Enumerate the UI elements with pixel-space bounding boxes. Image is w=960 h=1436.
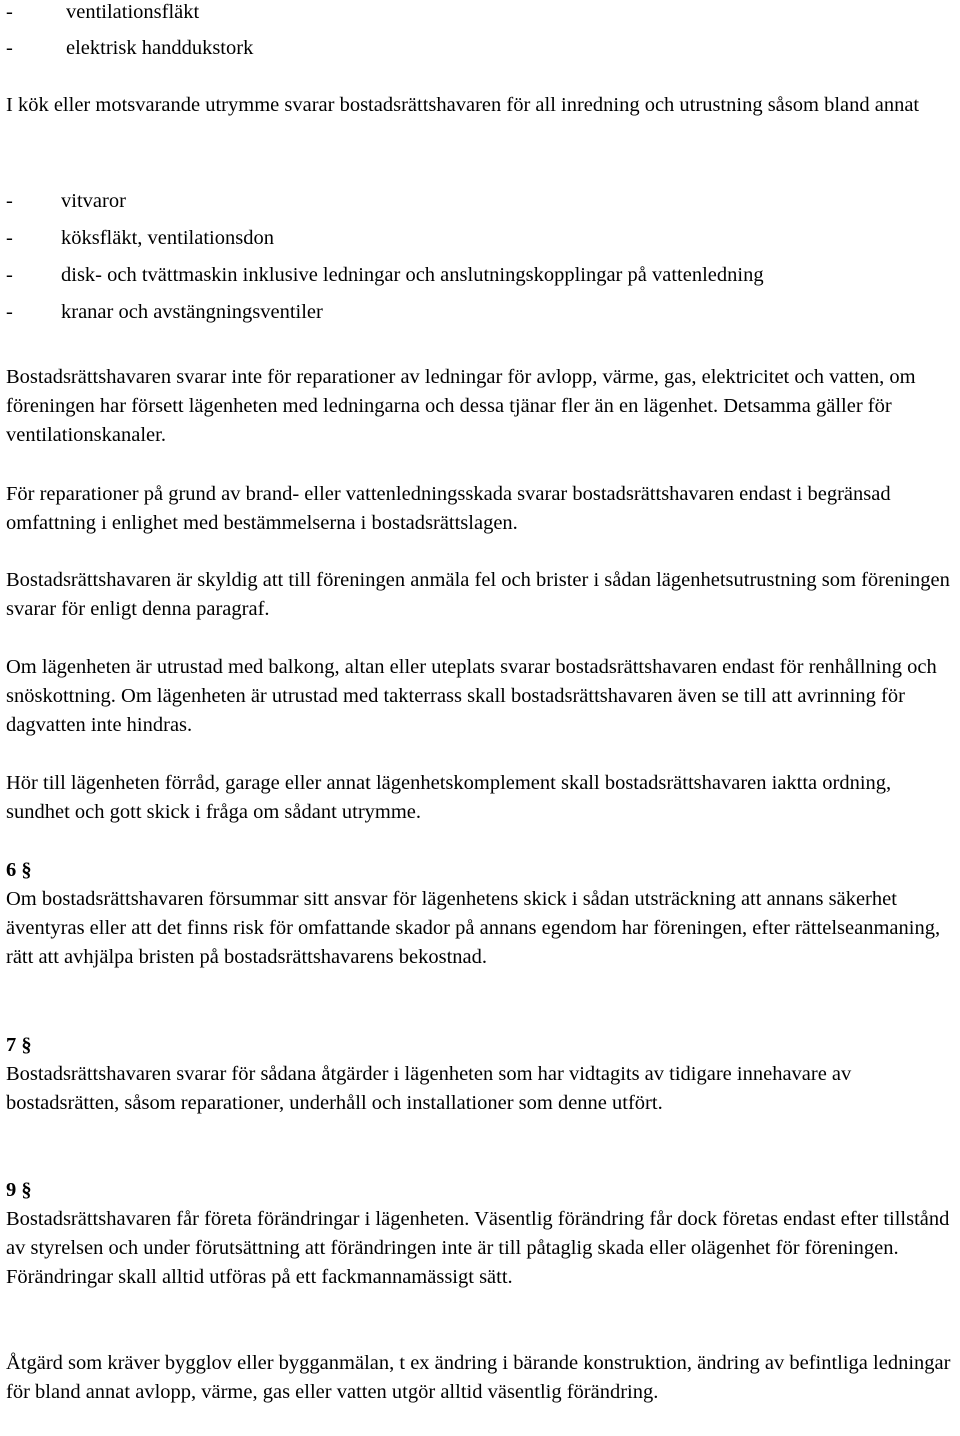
paragraph-ledningar: Bostadsrättshavaren svarar inte för reparationer av ledningar för avlopp, värme, gas, elektricitet och vatten, om föreningen har försett lägenheten med ledningarna och dessa tjänar fler än en lägenhet. Detsamma gäller för ventilationskanaler.: [6, 366, 916, 446]
list-item: [6, 0, 956, 27]
section-heading-6: 6 §: [6, 859, 32, 881]
list-item: [6, 187, 956, 216]
list-item-text: kranar och avstängningsventiler: [61, 301, 323, 323]
list-dash: -: [6, 190, 13, 212]
list-dash: -: [6, 264, 13, 286]
paragraph-balkong: Om lägenheten är utrustad med balkong, altan eller uteplats svarar bostadsrättshavaren endast för renhållning och snöskottning. Om lägenheten är utrustad med takterrass skall bostadsrättshavaren även se till att avrinning för dagvatten inte hindras.: [6, 656, 937, 736]
list-item-text: vitvaror: [61, 190, 126, 212]
paragraph-forrad: Hör till lägenheten förråd, garage eller annat lägenhetskomplement skall bostadsrättshavaren iaktta ordning, sundhet och gott skick i fråga om sådant utrymme.: [6, 772, 892, 823]
paragraph-kitchen-intro: I kök eller motsvarande utrymme svarar bostadsrättshavaren för all inredning och utrustning såsom bland annat: [6, 94, 920, 116]
section-9-text: Bostadsrättshavaren får företa förändringar i lägenheten. Väsentlig förändring får dock företas endast efter tillstånd av styrelsen och under förutsättning att förändringen inte är till påtaglig skada eller olägenhet för föreningen. Förändringar skall alltid utföras på ett fackmannamässigt sätt.: [6, 1208, 950, 1288]
paragraph-brand: För reparationer på grund av brand- eller vattenledningsskada svarar bostadsrättshavaren endast i begränsad omfattning i enlighet med bestämmelserna i bostadsrättslagen.: [6, 483, 891, 534]
section-6-text: Om bostadsrättshavaren försummar sitt ansvar för lägenhetens skick i sådan utsträckning att annans säkerhet äventyras eller att det finns risk för omfattande skador på annans egendom har föreningen, efter rättelseanmaning, rätt att avhjälpa bristen på bostadsrättshavarens bekostnad.: [6, 888, 941, 968]
list-dash: -: [6, 301, 13, 323]
list-dash: -: [6, 227, 13, 249]
section-heading-7: 7 §: [6, 1034, 32, 1056]
list-item: [6, 224, 956, 253]
list-item-text: ventilationsfläkt: [66, 1, 200, 23]
list-item: [6, 298, 956, 327]
section-9-text-2: Åtgärd som kräver bygglov eller bygganmälan, t ex ändring i bärande konstruktion, ändring av befintliga ledningar för bland annat avlopp, värme, gas eller vatten utgör alltid väsentlig förändring.: [6, 1352, 951, 1403]
list-item: [6, 34, 956, 63]
section-heading-9: 9 §: [6, 1179, 32, 1201]
list-item: [6, 261, 956, 290]
paragraph-anmala: Bostadsrättshavaren är skyldig att till föreningen anmäla fel och brister i sådan lägenhetsutrustning som föreningen svarar för enligt denna paragraf.: [6, 569, 950, 620]
list-item-text: elektrisk handdukstork: [66, 37, 254, 59]
list-item-text: köksfläkt, ventilationsdon: [61, 227, 274, 249]
section-7-text: Bostadsrättshavaren svarar för sådana åtgärder i lägenheten som har vidtagits av tidigare innehavare av bostadsrätten, såsom reparationer, underhåll och installationer som denne utfört.: [6, 1063, 852, 1114]
list-dash: -: [6, 37, 13, 59]
list-dash: -: [6, 1, 13, 23]
list-item-text: disk- och tvättmaskin inklusive ledningar och anslutningskopplingar på vattenledning: [61, 264, 764, 286]
